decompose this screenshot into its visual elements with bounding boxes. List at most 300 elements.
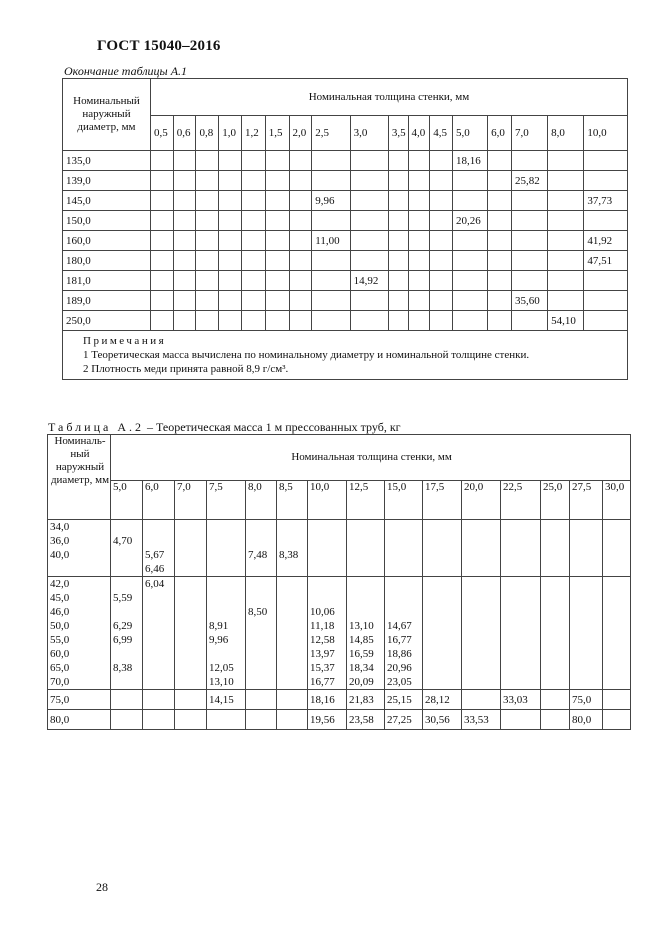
- mass-value: [543, 661, 569, 675]
- mass-value: [572, 633, 602, 647]
- thickness-col-header: 25,0: [541, 480, 570, 519]
- mass-cell: [350, 211, 388, 231]
- mass-cell: [388, 311, 408, 331]
- mass-cell: [289, 291, 312, 311]
- mass-cell: [150, 311, 173, 331]
- mass-value: 8,38: [113, 662, 133, 674]
- mass-cell: [265, 211, 289, 231]
- mass-value: [177, 647, 206, 661]
- thickness-col-header: 4,5: [430, 116, 453, 151]
- mass-cell: [350, 231, 388, 251]
- mass-cell: 18,16: [452, 151, 487, 171]
- mass-cell: [219, 251, 242, 271]
- mass-value: 5,67 6,46: [145, 549, 165, 575]
- mass-cell: 35,60: [511, 291, 547, 311]
- mass-cell: [312, 251, 350, 271]
- mass-value: [310, 577, 346, 591]
- mass-value: [279, 520, 307, 534]
- mass-cell: [111, 690, 143, 710]
- mass-cell: [488, 191, 512, 211]
- mass-cell: [173, 291, 196, 311]
- mass-cell: [150, 211, 173, 231]
- thickness-col-header: 3,0: [350, 116, 388, 151]
- mass-cell: 11,00: [312, 231, 350, 251]
- mass-cell-group: [246, 577, 277, 690]
- mass-value: [177, 633, 206, 647]
- thickness-col-header: 0,6: [173, 116, 196, 151]
- table-row: [63, 311, 628, 331]
- mass-value: [248, 591, 276, 605]
- mass-value: [279, 661, 307, 675]
- mass-cell: [241, 171, 265, 191]
- mass-value: [248, 577, 276, 591]
- mass-cell: [548, 151, 584, 171]
- mass-value: [572, 647, 602, 661]
- mass-cell: [548, 171, 584, 191]
- mass-value: [425, 647, 461, 661]
- mass-value: [177, 534, 206, 548]
- mass-value: [209, 577, 245, 591]
- mass-value: 4,70: [113, 535, 133, 547]
- mass-value: 13,10: [349, 620, 374, 632]
- mass-value: [248, 633, 276, 647]
- diameter-cell: 150,0: [63, 211, 151, 231]
- mass-cell: [388, 231, 408, 251]
- mass-cell: 25,15: [385, 690, 423, 710]
- mass-value: [279, 647, 307, 661]
- mass-cell: [548, 251, 584, 271]
- mass-cell: [430, 311, 453, 331]
- mass-value: [387, 577, 422, 591]
- mass-value: [279, 591, 307, 605]
- diameter-value: 65,0: [50, 662, 70, 674]
- mass-cell: [452, 311, 487, 331]
- mass-cell: [289, 171, 312, 191]
- mass-value: [464, 675, 500, 689]
- thickness-header: Номинальная толщина стенки, мм: [111, 435, 631, 481]
- mass-cell-group: [501, 520, 541, 577]
- mass-cell: [289, 191, 312, 211]
- mass-cell: [312, 171, 350, 191]
- table-row: [48, 690, 631, 710]
- mass-cell: [196, 271, 219, 291]
- note-item: 1 Теоретическая масса вычислена по номинальному диаметру и номинальной толщине стенки.: [83, 349, 530, 361]
- mass-cell: [175, 690, 207, 710]
- mass-value: [113, 520, 142, 534]
- mass-cell: [511, 251, 547, 271]
- mass-value: [387, 520, 422, 534]
- mass-value: 14,85: [349, 634, 374, 646]
- mass-value: [145, 633, 174, 647]
- diameter-cell: 181,0: [63, 271, 151, 291]
- mass-cell: [350, 251, 388, 271]
- diameter-value: 70,0: [50, 676, 70, 688]
- thickness-col-header: 1,0: [219, 116, 242, 151]
- mass-cell: [408, 271, 430, 291]
- mass-cell-group: [277, 520, 308, 577]
- mass-value: 6,04: [145, 578, 165, 590]
- mass-cell: [289, 211, 312, 231]
- mass-value: 18,86: [387, 648, 412, 660]
- mass-cell: [452, 171, 487, 191]
- mass-cell-group: [462, 577, 501, 690]
- mass-value: [145, 534, 174, 548]
- diameter-header: Номинальный наружный диаметр, мм: [63, 79, 151, 151]
- mass-value: [464, 534, 500, 548]
- mass-value: [177, 661, 206, 675]
- mass-cell: [452, 231, 487, 251]
- mass-cell: [265, 151, 289, 171]
- mass-value: [310, 534, 346, 548]
- mass-value: [572, 591, 602, 605]
- mass-value: [503, 548, 540, 562]
- mass-value: [543, 591, 569, 605]
- diameter-value: 60,0: [50, 648, 70, 660]
- mass-cell: [452, 271, 487, 291]
- mass-cell-group: [143, 577, 175, 690]
- mass-cell: [430, 231, 453, 251]
- mass-cell: [196, 171, 219, 191]
- mass-cell: [150, 271, 173, 291]
- mass-value: [605, 675, 630, 689]
- mass-cell: [430, 251, 453, 271]
- mass-cell: [312, 311, 350, 331]
- mass-cell: 14,92: [350, 271, 388, 291]
- mass-value: 16,77: [387, 634, 412, 646]
- mass-cell: [196, 291, 219, 311]
- diameter-value: 50,0: [50, 620, 70, 632]
- mass-cell: [219, 191, 242, 211]
- mass-cell: [452, 291, 487, 311]
- mass-value: [248, 661, 276, 675]
- mass-value: 23,05: [387, 676, 412, 688]
- mass-value: [605, 661, 630, 675]
- mass-cell: [584, 291, 628, 311]
- mass-cell: [246, 690, 277, 710]
- mass-value: [177, 605, 206, 619]
- mass-cell: [173, 231, 196, 251]
- mass-cell: 37,73: [584, 191, 628, 211]
- mass-value: [464, 619, 500, 633]
- mass-cell: [173, 271, 196, 291]
- thickness-col-header: 1,5: [265, 116, 289, 151]
- mass-cell: [548, 291, 584, 311]
- thickness-col-header: 10,0: [584, 116, 628, 151]
- mass-cell: [150, 151, 173, 171]
- mass-cell: 80,0: [570, 710, 603, 730]
- mass-cell: [241, 191, 265, 211]
- mass-value: [464, 577, 500, 591]
- mass-cell: [488, 271, 512, 291]
- mass-cell: [219, 311, 242, 331]
- mass-cell: 23,58: [347, 710, 385, 730]
- table2-caption-label: Таблица А.2: [48, 420, 144, 434]
- mass-cell: 20,26: [452, 211, 487, 231]
- mass-value: [543, 520, 569, 534]
- table-row: [63, 211, 628, 231]
- mass-value: [425, 520, 461, 534]
- mass-value: [113, 548, 142, 562]
- mass-cell: [603, 690, 631, 710]
- mass-value: [209, 591, 245, 605]
- diameter-value: 46,0: [50, 606, 70, 618]
- mass-value: [145, 647, 174, 661]
- mass-value: [605, 633, 630, 647]
- mass-value: [425, 534, 461, 548]
- mass-cell: [388, 151, 408, 171]
- mass-value: 16,59: [349, 648, 374, 660]
- mass-cell: [501, 710, 541, 730]
- mass-value: [209, 520, 245, 534]
- mass-cell: [408, 251, 430, 271]
- mass-cell: [541, 710, 570, 730]
- mass-cell: [196, 231, 219, 251]
- table1-caption: Окончание таблицы А.1: [64, 64, 188, 78]
- mass-cell: [408, 191, 430, 211]
- mass-cell: [150, 251, 173, 271]
- mass-value: [543, 577, 569, 591]
- mass-cell: [265, 191, 289, 211]
- mass-value: [145, 520, 174, 534]
- mass-cell: [511, 211, 547, 231]
- mass-cell: [511, 231, 547, 251]
- mass-value: [349, 548, 384, 562]
- mass-value: [209, 548, 245, 562]
- mass-cell: [265, 171, 289, 191]
- mass-value: [177, 577, 206, 591]
- mass-cell: [111, 710, 143, 730]
- mass-value: [572, 534, 602, 548]
- mass-cell-group: [308, 520, 347, 577]
- mass-value: [503, 675, 540, 689]
- mass-cell: [603, 710, 631, 730]
- mass-value: [387, 605, 422, 619]
- mass-value: [177, 675, 206, 689]
- mass-value: [464, 605, 500, 619]
- mass-value: [464, 633, 500, 647]
- thickness-col-header: 6,0: [143, 480, 175, 519]
- mass-cell-group: [277, 577, 308, 690]
- thickness-col-header: 8,0: [548, 116, 584, 151]
- mass-value: [605, 591, 630, 605]
- mass-cell-group: [541, 577, 570, 690]
- mass-cell: [584, 151, 628, 171]
- mass-value: [503, 577, 540, 591]
- table2-caption: [48, 420, 401, 435]
- mass-value: [464, 661, 500, 675]
- thickness-col-header: 30,0: [603, 480, 631, 519]
- mass-cell: [277, 690, 308, 710]
- mass-cell: [241, 251, 265, 271]
- mass-value: [248, 520, 276, 534]
- diameter-cell: 189,0: [63, 291, 151, 311]
- mass-cell: [488, 151, 512, 171]
- mass-value: 8,38: [279, 549, 299, 561]
- mass-cell-group: [603, 577, 631, 690]
- mass-cell: 14,15: [207, 690, 246, 710]
- mass-value: [572, 661, 602, 675]
- mass-value: [543, 619, 569, 633]
- diameter-cell-group: [48, 577, 111, 690]
- mass-cell: 18,16: [308, 690, 347, 710]
- mass-cell: [265, 311, 289, 331]
- mass-cell: [430, 191, 453, 211]
- mass-value: [425, 605, 461, 619]
- thickness-col-header: 10,0: [308, 480, 347, 519]
- mass-cell: [312, 151, 350, 171]
- mass-cell: [408, 171, 430, 191]
- mass-cell: [584, 311, 628, 331]
- mass-cell: 25,82: [511, 171, 547, 191]
- mass-cell: [452, 191, 487, 211]
- mass-cell: [462, 690, 501, 710]
- diameter-cell: 160,0: [63, 231, 151, 251]
- diameter-header: Номиналь-ный наружный диаметр, мм: [48, 435, 111, 520]
- mass-cell: [150, 191, 173, 211]
- diameter-value: 34,0: [50, 521, 70, 533]
- mass-cell: [388, 251, 408, 271]
- mass-value: [503, 591, 540, 605]
- mass-cell: [430, 171, 453, 191]
- thickness-col-header: 8,0: [246, 480, 277, 519]
- mass-cell: [241, 231, 265, 251]
- mass-cell: [219, 231, 242, 251]
- diameter-cell: 139,0: [63, 171, 151, 191]
- mass-cell: [241, 211, 265, 231]
- mass-value: [572, 675, 602, 689]
- thickness-col-header: 7,5: [207, 480, 246, 519]
- mass-cell-group: [423, 577, 462, 690]
- mass-value: [425, 591, 461, 605]
- mass-cell: [219, 291, 242, 311]
- mass-value: [543, 647, 569, 661]
- mass-value: 9,96: [209, 634, 229, 646]
- mass-cell: [488, 231, 512, 251]
- mass-cell: 41,92: [584, 231, 628, 251]
- mass-value: 10,06: [310, 606, 335, 618]
- mass-value: [248, 647, 276, 661]
- diameter-cell: 250,0: [63, 311, 151, 331]
- mass-cell: [350, 291, 388, 311]
- mass-cell: [289, 311, 312, 331]
- mass-cell: 54,10: [548, 311, 584, 331]
- diameter-cell: 135,0: [63, 151, 151, 171]
- thickness-col-header: 5,0: [452, 116, 487, 151]
- mass-cell: [350, 171, 388, 191]
- mass-cell: [265, 251, 289, 271]
- mass-cell: [196, 251, 219, 271]
- mass-value: [572, 577, 602, 591]
- mass-value: [464, 548, 500, 562]
- mass-cell-group: [541, 520, 570, 577]
- mass-value: [349, 605, 384, 619]
- mass-cell: [548, 211, 584, 231]
- mass-value: [572, 520, 602, 534]
- table-row: [63, 171, 628, 191]
- mass-value: [177, 619, 206, 633]
- mass-cell: 33,53: [462, 710, 501, 730]
- mass-value: [349, 534, 384, 548]
- mass-cell: 9,96: [312, 191, 350, 211]
- mass-cell: [219, 211, 242, 231]
- mass-cell: 27,25: [385, 710, 423, 730]
- mass-cell: [584, 171, 628, 191]
- mass-value: [248, 534, 276, 548]
- mass-value: [177, 520, 206, 534]
- thickness-col-header: 27,5: [570, 480, 603, 519]
- mass-value: [113, 605, 142, 619]
- mass-value: 7,48: [248, 549, 268, 561]
- mass-cell: 75,0: [570, 690, 603, 710]
- mass-cell-group: [347, 577, 385, 690]
- mass-value: [425, 675, 461, 689]
- thickness-col-header: 1,2: [241, 116, 265, 151]
- mass-cell: [289, 151, 312, 171]
- table-row: [48, 710, 631, 730]
- mass-cell: [312, 271, 350, 291]
- mass-value: 6,99: [113, 634, 133, 646]
- mass-cell-group: [207, 520, 246, 577]
- mass-cell: [408, 151, 430, 171]
- diameter-value: 36,0: [50, 535, 70, 547]
- mass-value: [605, 647, 630, 661]
- thickness-col-header: 3,5: [388, 116, 408, 151]
- thickness-col-header: 7,0: [175, 480, 207, 519]
- mass-value: [279, 534, 307, 548]
- mass-cell-group: [462, 520, 501, 577]
- table-row: [63, 151, 628, 171]
- mass-value: [543, 633, 569, 647]
- mass-value: [310, 591, 346, 605]
- table-row: [63, 231, 628, 251]
- mass-cell-group: [207, 577, 246, 690]
- mass-cell: [388, 291, 408, 311]
- thickness-col-header: 7,0: [511, 116, 547, 151]
- mass-cell: [511, 191, 547, 211]
- mass-cell: [173, 211, 196, 231]
- mass-value: 5,59: [113, 592, 133, 604]
- mass-cell: [265, 271, 289, 291]
- mass-cell-group: [501, 577, 541, 690]
- mass-value: [605, 605, 630, 619]
- mass-value: [425, 633, 461, 647]
- diameter-cell: 75,0: [48, 690, 111, 710]
- mass-cell: [150, 171, 173, 191]
- mass-cell: 28,12: [423, 690, 462, 710]
- mass-cell: [289, 231, 312, 251]
- mass-cell: [488, 211, 512, 231]
- table-a2: [47, 434, 631, 730]
- mass-value: [248, 675, 276, 689]
- mass-value: [113, 647, 142, 661]
- table-row: [63, 271, 628, 291]
- notes: [63, 331, 628, 380]
- mass-cell: [312, 291, 350, 311]
- mass-cell: [241, 291, 265, 311]
- thickness-col-header: 0,5: [150, 116, 173, 151]
- mass-value: [113, 577, 142, 591]
- note-item: 2 Плотность меди принята равной 8,9 г/см³.: [83, 363, 289, 375]
- table-row: [63, 251, 628, 271]
- mass-value: 20,09: [349, 676, 374, 688]
- mass-cell: [207, 710, 246, 730]
- mass-value: 20,96: [387, 662, 412, 674]
- mass-value: 8,91: [209, 620, 229, 632]
- table-row: [63, 291, 628, 311]
- mass-cell: [541, 690, 570, 710]
- mass-value: 6,29: [113, 620, 133, 632]
- mass-cell-group: [385, 520, 423, 577]
